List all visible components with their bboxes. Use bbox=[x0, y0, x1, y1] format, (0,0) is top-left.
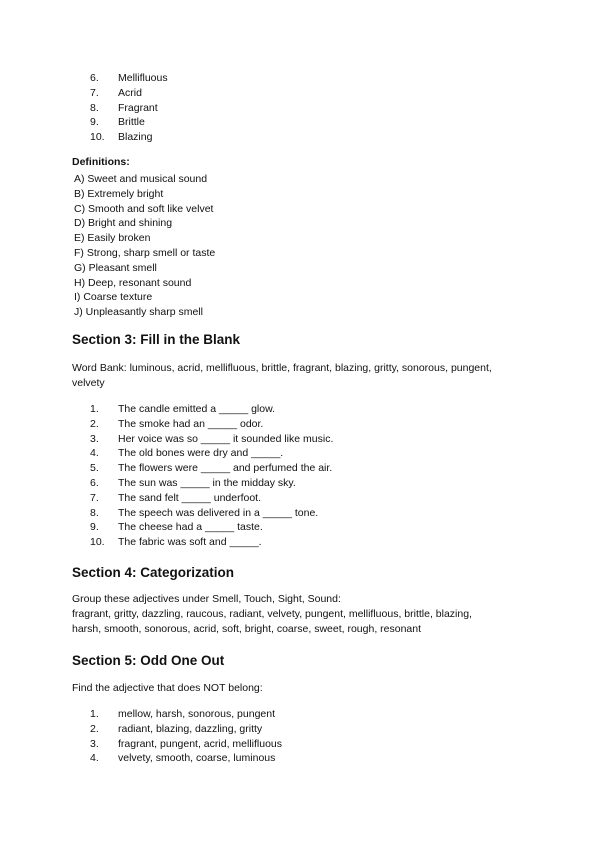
section3-title: Section 3: Fill in the Blank bbox=[72, 332, 241, 347]
definitions-heading: Definitions: bbox=[72, 156, 130, 168]
word-bank-line1: Word Bank: luminous, acrid, mellifluous, brittle, fragrant, blazing, gritty, sonorous, pungent, bbox=[72, 362, 492, 374]
section4-line3: harsh, smooth, sonorous, acrid, soft, bright, coarse, sweet, rough, resonant bbox=[72, 623, 422, 635]
definition-item: A) Sweet and musical sound bbox=[74, 173, 208, 185]
definition-item: E) Easily broken bbox=[74, 232, 151, 245]
definition-item: J) Unpleasantly sharp smell bbox=[74, 306, 203, 319]
definition-item: C) Smooth and soft like velvet bbox=[74, 202, 214, 215]
definition-item: I) Coarse texture bbox=[74, 291, 153, 304]
word-bank-line2: velvety bbox=[72, 377, 105, 389]
definition-item: G) Pleasant smell bbox=[74, 261, 157, 274]
definition-item: F) Strong, sharp smell or taste bbox=[74, 246, 216, 259]
section5-title: Section 5: Odd One Out bbox=[72, 653, 225, 668]
section4-line2: fragrant, gritty, dazzling, raucous, radiant, velvety, pungent, mellifluous, brittle, blazing, bbox=[72, 608, 472, 620]
definition-item: B) Extremely bright bbox=[74, 187, 164, 200]
section4-title: Section 4: Categorization bbox=[72, 565, 235, 580]
definition-item: D) Bright and shining bbox=[74, 217, 173, 230]
definitions-list bbox=[74, 172, 215, 320]
definition-item: H) Deep, resonant sound bbox=[74, 276, 192, 289]
worksheet-page: 6. Mellifluous 7. Acrid 8. Fragrant 9. Brittle 10. Blazing Definitions: A) Sweet and musical sound B) Extremely bright C) Smooth and soft like velvet D) Bright and shining E) Easily broken F) Strong, sharp smell or taste G) Pleasant smell H) Deep, resonant sound I) Coarse texture J) Unpleasantly sharp smell Section 3: Fill in the Blank Word Bank: luminous, acrid, mellifluous, brittle, fragrant, blazing, gritty, sonorous, pungent, velvety 1. The candle emitted a _____ glow. 2. The smoke had an _____ odor. 3. Her voice was so _____ it sounded like music. 4. The old bones were dry and _____. 5. The flowers were _____ and perfumed the air. 6. The sun was _____ in the midday sky. 7. The sand felt _____ underfoot. 8. The speech was delivered in a _____ tone. 9. The cheese had a _____ taste. 10. The fabric was soft and _____. Section 4: Categorization Group these adjectives under Smell, Touch, Sight, Sound: fragrant, gritty, dazzling, raucous, radiant, velvety, pungent, mellifluous, brittle, blazing, harsh, smooth, sonorous, acrid, soft, bright, coarse, sweet, rough, resonant Section 5: Odd One Out Find the adjective that does NOT belong: 1. mellow, harsh, sonorous, pungent 2. radiant, blazing, dazzling, gritty 3. fragrant, pungent, acrid, mellifluous 4. velvety, smooth, coarse, luminous bbox=[72, 72, 492, 765]
section5-instruction: Find the adjective that does NOT belong: bbox=[72, 682, 263, 694]
section4-line1: Group these adjectives under Smell, Touch, Sight, Sound: bbox=[72, 593, 341, 605]
